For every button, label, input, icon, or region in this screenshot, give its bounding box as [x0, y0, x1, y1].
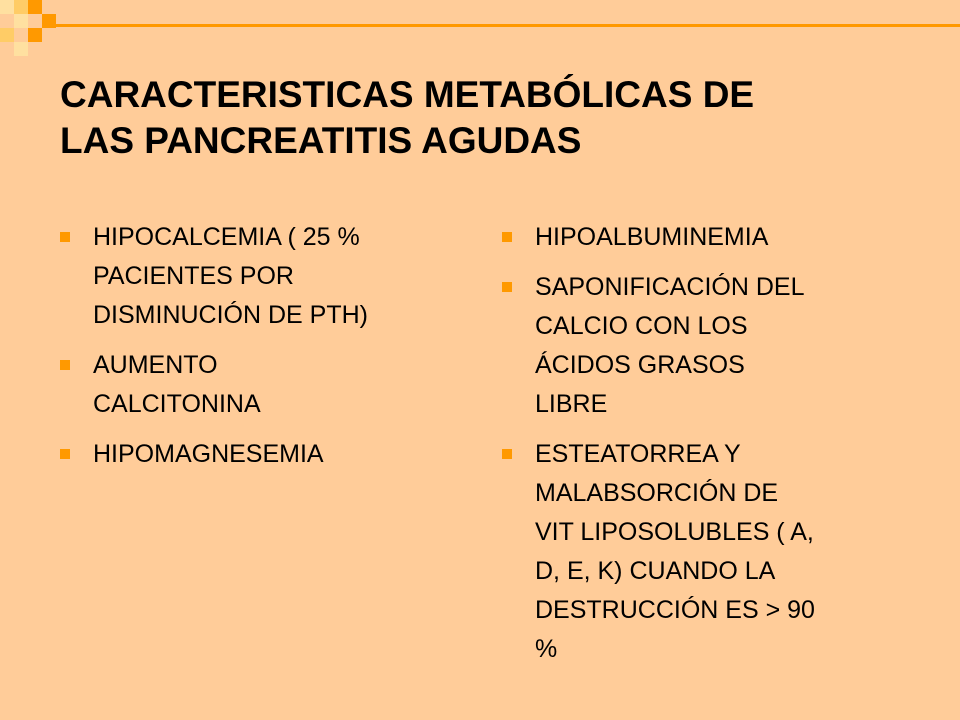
square-bullet-icon [502, 282, 512, 292]
slide-title [60, 72, 920, 164]
list-item-line: CALCITONINA [93, 390, 261, 418]
decor-square [14, 42, 28, 56]
decor-bar [44, 24, 960, 27]
left-bullet-list [60, 218, 440, 485]
list-item [60, 435, 440, 474]
list-item-line: ESTEATORREA Y [535, 440, 741, 468]
list-item-line: PACIENTES POR [93, 262, 294, 290]
list-item-line: HIPOALBUMINEMIA [535, 223, 769, 251]
square-bullet-icon [60, 360, 70, 370]
list-item-line: DISMINUCIÓN DE PTH) [93, 301, 368, 329]
decor-square [28, 28, 42, 42]
list-item [502, 435, 902, 669]
list-item [60, 346, 440, 424]
list-item-line: D, E, K) CUANDO LA [535, 557, 776, 585]
square-bullet-icon [60, 449, 70, 459]
list-item-line: LIBRE [535, 390, 608, 418]
decor-square [14, 0, 28, 14]
decor-square [0, 0, 14, 14]
list-item-line: HIPOMAGNESEMIA [93, 440, 324, 468]
list-item-line: SAPONIFICACIÓN DEL [535, 273, 805, 301]
slide-title-line: CARACTERISTICAS METABÓLICAS DE [60, 74, 755, 115]
square-bullet-icon [502, 232, 512, 242]
list-item [502, 218, 902, 257]
list-item-line: DESTRUCCIÓN ES > 90 [535, 596, 815, 624]
square-bullet-icon [502, 449, 512, 459]
list-item-line: VIT LIPOSOLUBLES ( A, [535, 518, 814, 546]
list-item-line: CALCIO CON LOS [535, 312, 748, 340]
list-item-line: % [535, 635, 558, 663]
square-bullet-icon [60, 232, 70, 242]
decor-square [28, 0, 42, 14]
list-item [502, 268, 902, 424]
right-bullet-list [502, 218, 902, 680]
list-item-line: HIPOCALCEMIA ( 25 % [93, 223, 360, 251]
decor-square [14, 14, 28, 28]
decor-square [0, 28, 14, 42]
list-item-line: MALABSORCIÓN DE [535, 479, 779, 507]
list-item-line: AUMENTO [93, 351, 218, 379]
list-item-line: ÁCIDOS GRASOS [535, 351, 745, 379]
list-item [60, 218, 440, 335]
slide-title-line: LAS PANCREATITIS AGUDAS [60, 120, 582, 161]
